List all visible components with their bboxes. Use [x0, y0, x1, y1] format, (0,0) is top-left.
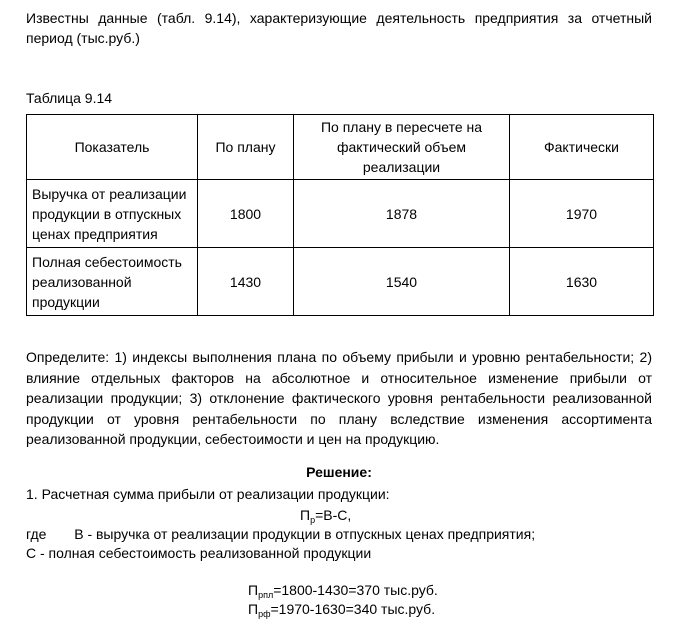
row-cost-recalc: 1540 [294, 248, 510, 316]
table-row [27, 180, 654, 248]
formula-expression: =В-С, [315, 507, 352, 523]
data-table [26, 114, 654, 316]
calc-fact-expression: =1970-1630=340 тыс.руб. [270, 601, 436, 617]
calc-plan-subscript: рпл [258, 590, 274, 600]
where-revenue-def: В - выручка от реализации продукции в отпускных ценах предприятия; [74, 526, 536, 542]
task-paragraph: Определите: 1) индексы выполнения плана по объему прибыли и уровню рентабельности; 2) влияние отдельных факторов на абсолютное и относительное изменение прибыли от реализации продукции; 3) отклонение фактического уровня рентабельности реализованной продукции от уровня рентабельности по плану вследствие изменения ассортимента реализованной продукции, себестоимости и цен на продукцию. [26, 349, 652, 447]
formula-profit [300, 505, 351, 525]
row-revenue-recalc: 1878 [294, 180, 510, 248]
header-indicator: Показатель [27, 115, 198, 180]
formula-symbol: П [300, 507, 311, 523]
calc-plan-profit [248, 580, 438, 600]
step-1-text: 1. Расчетная сумма прибыли от реализации продукции: [26, 486, 390, 502]
row-cost-fact: 1630 [510, 248, 654, 316]
row-revenue-fact: 1970 [510, 180, 654, 248]
header-fact: Фактически [510, 115, 654, 180]
intro-paragraph: Известны данные (табл. 9.14), характеризующие деятельность предприятия за отчетный период (тыс.руб.) [26, 10, 652, 46]
table-row [27, 248, 654, 316]
calc-fact-profit [248, 599, 435, 619]
row-cost-plan: 1430 [198, 248, 294, 316]
calc-fact-subscript: рф [258, 609, 271, 619]
table-caption: Таблица 9.14 [26, 90, 113, 106]
row-cost-name: Полная себестоимость реализованной продукции [27, 248, 198, 316]
formula-subscript: р [310, 515, 316, 525]
header-plan: По плану [198, 115, 294, 180]
row-revenue-plan: 1800 [198, 180, 294, 248]
where-cost-def: С - полная себестоимость реализованной продукции [26, 545, 372, 561]
row-revenue-name: Выручка от реализации продукции в отпускных ценах предприятия [27, 180, 198, 248]
header-recalc: По плану в пересчете на фактический объем реализации [294, 115, 510, 180]
table-header-row [27, 115, 654, 180]
where-line [26, 524, 535, 544]
calc-plan-symbol: П [248, 582, 259, 598]
where-label: где [26, 526, 47, 542]
calc-plan-expression: =1800-1430=370 тыс.руб. [273, 582, 438, 598]
calc-fact-symbol: П [248, 601, 259, 617]
solution-title: Решение: [306, 464, 372, 480]
